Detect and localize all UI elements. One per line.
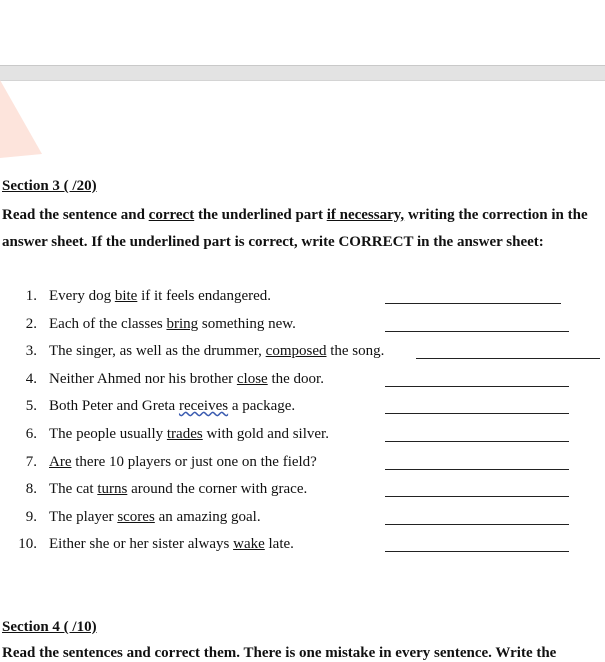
answer-line[interactable] [385,524,569,525]
item-sentence: Both Peter and Greta receives a package. [49,398,296,414]
exercise-item [0,536,605,556]
answer-line[interactable] [385,413,569,414]
underlined-part: turns [97,481,128,497]
section-4-instructions: Read the sentences and correct them. There is one mistake in every sentence. Write the [2,645,557,661]
underlined-part: bite [114,288,138,304]
answer-line[interactable] [385,496,569,497]
watermark-logo [0,80,60,160]
answer-line[interactable] [385,551,569,552]
exercise-item [0,316,605,336]
item-sentence: Each of the classes bring something new. [49,316,296,332]
underlined-part: Are [49,454,72,470]
answer-line[interactable] [416,358,600,359]
answer-line[interactable] [385,303,561,304]
item-sentence: Are there 10 players or just one on the field? [49,454,317,470]
item-number: 8. [25,481,37,497]
exercise-item [0,288,605,308]
item-sentence: Either she or her sister always wake late. [49,536,294,552]
underlined-part: composed [265,343,327,359]
exercise-item [0,509,605,529]
item-sentence: The player scores an amazing goal. [49,509,261,525]
answer-line[interactable] [385,331,569,332]
underlined-part: receives [178,398,229,414]
item-number: 4. [25,371,37,387]
item-number: 6. [25,426,37,442]
exercise-item [0,454,605,474]
item-number: 1. [25,288,37,304]
section-4-title: Section 4 ( /10) [2,619,97,635]
item-number: 3. [25,343,37,359]
exercise-item [0,426,605,446]
answer-line[interactable] [385,469,569,470]
item-sentence: Neither Ahmed nor his brother close the door. [49,371,324,387]
exercise-item [0,481,605,501]
underlined-part: close [236,371,268,387]
item-number: 9. [25,509,37,525]
item-sentence: The singer, as well as the drummer, composed the song. [49,343,385,359]
exercise-item [0,371,605,391]
exercise-item [0,398,605,418]
section-3-title: Section 3 ( /20) [2,178,97,194]
item-number: 5. [25,398,37,414]
item-sentence: Every dog bite if it feels endangered. [49,288,272,304]
underlined-part: scores [117,509,155,525]
item-sentence: The cat turns around the corner with grace. [49,481,308,497]
item-number: 10. [18,536,37,552]
underlined-part: trades [166,426,203,442]
answer-line[interactable] [385,441,569,442]
underlined-part: bring [166,316,199,332]
section-3-instructions: Read the sentence and correct the underlined part if necessary, writing the correction in the answer sheet. If the underlined part is correct, write CORRECT in the answer sheet: [2,207,588,250]
item-sentence: The people usually trades with gold and silver. [49,426,329,442]
page-top-bar [0,65,605,81]
underlined-part: wake [233,536,265,552]
exercise-item [0,343,605,363]
answer-line[interactable] [385,386,569,387]
item-number: 7. [25,454,37,470]
item-number: 2. [25,316,37,332]
